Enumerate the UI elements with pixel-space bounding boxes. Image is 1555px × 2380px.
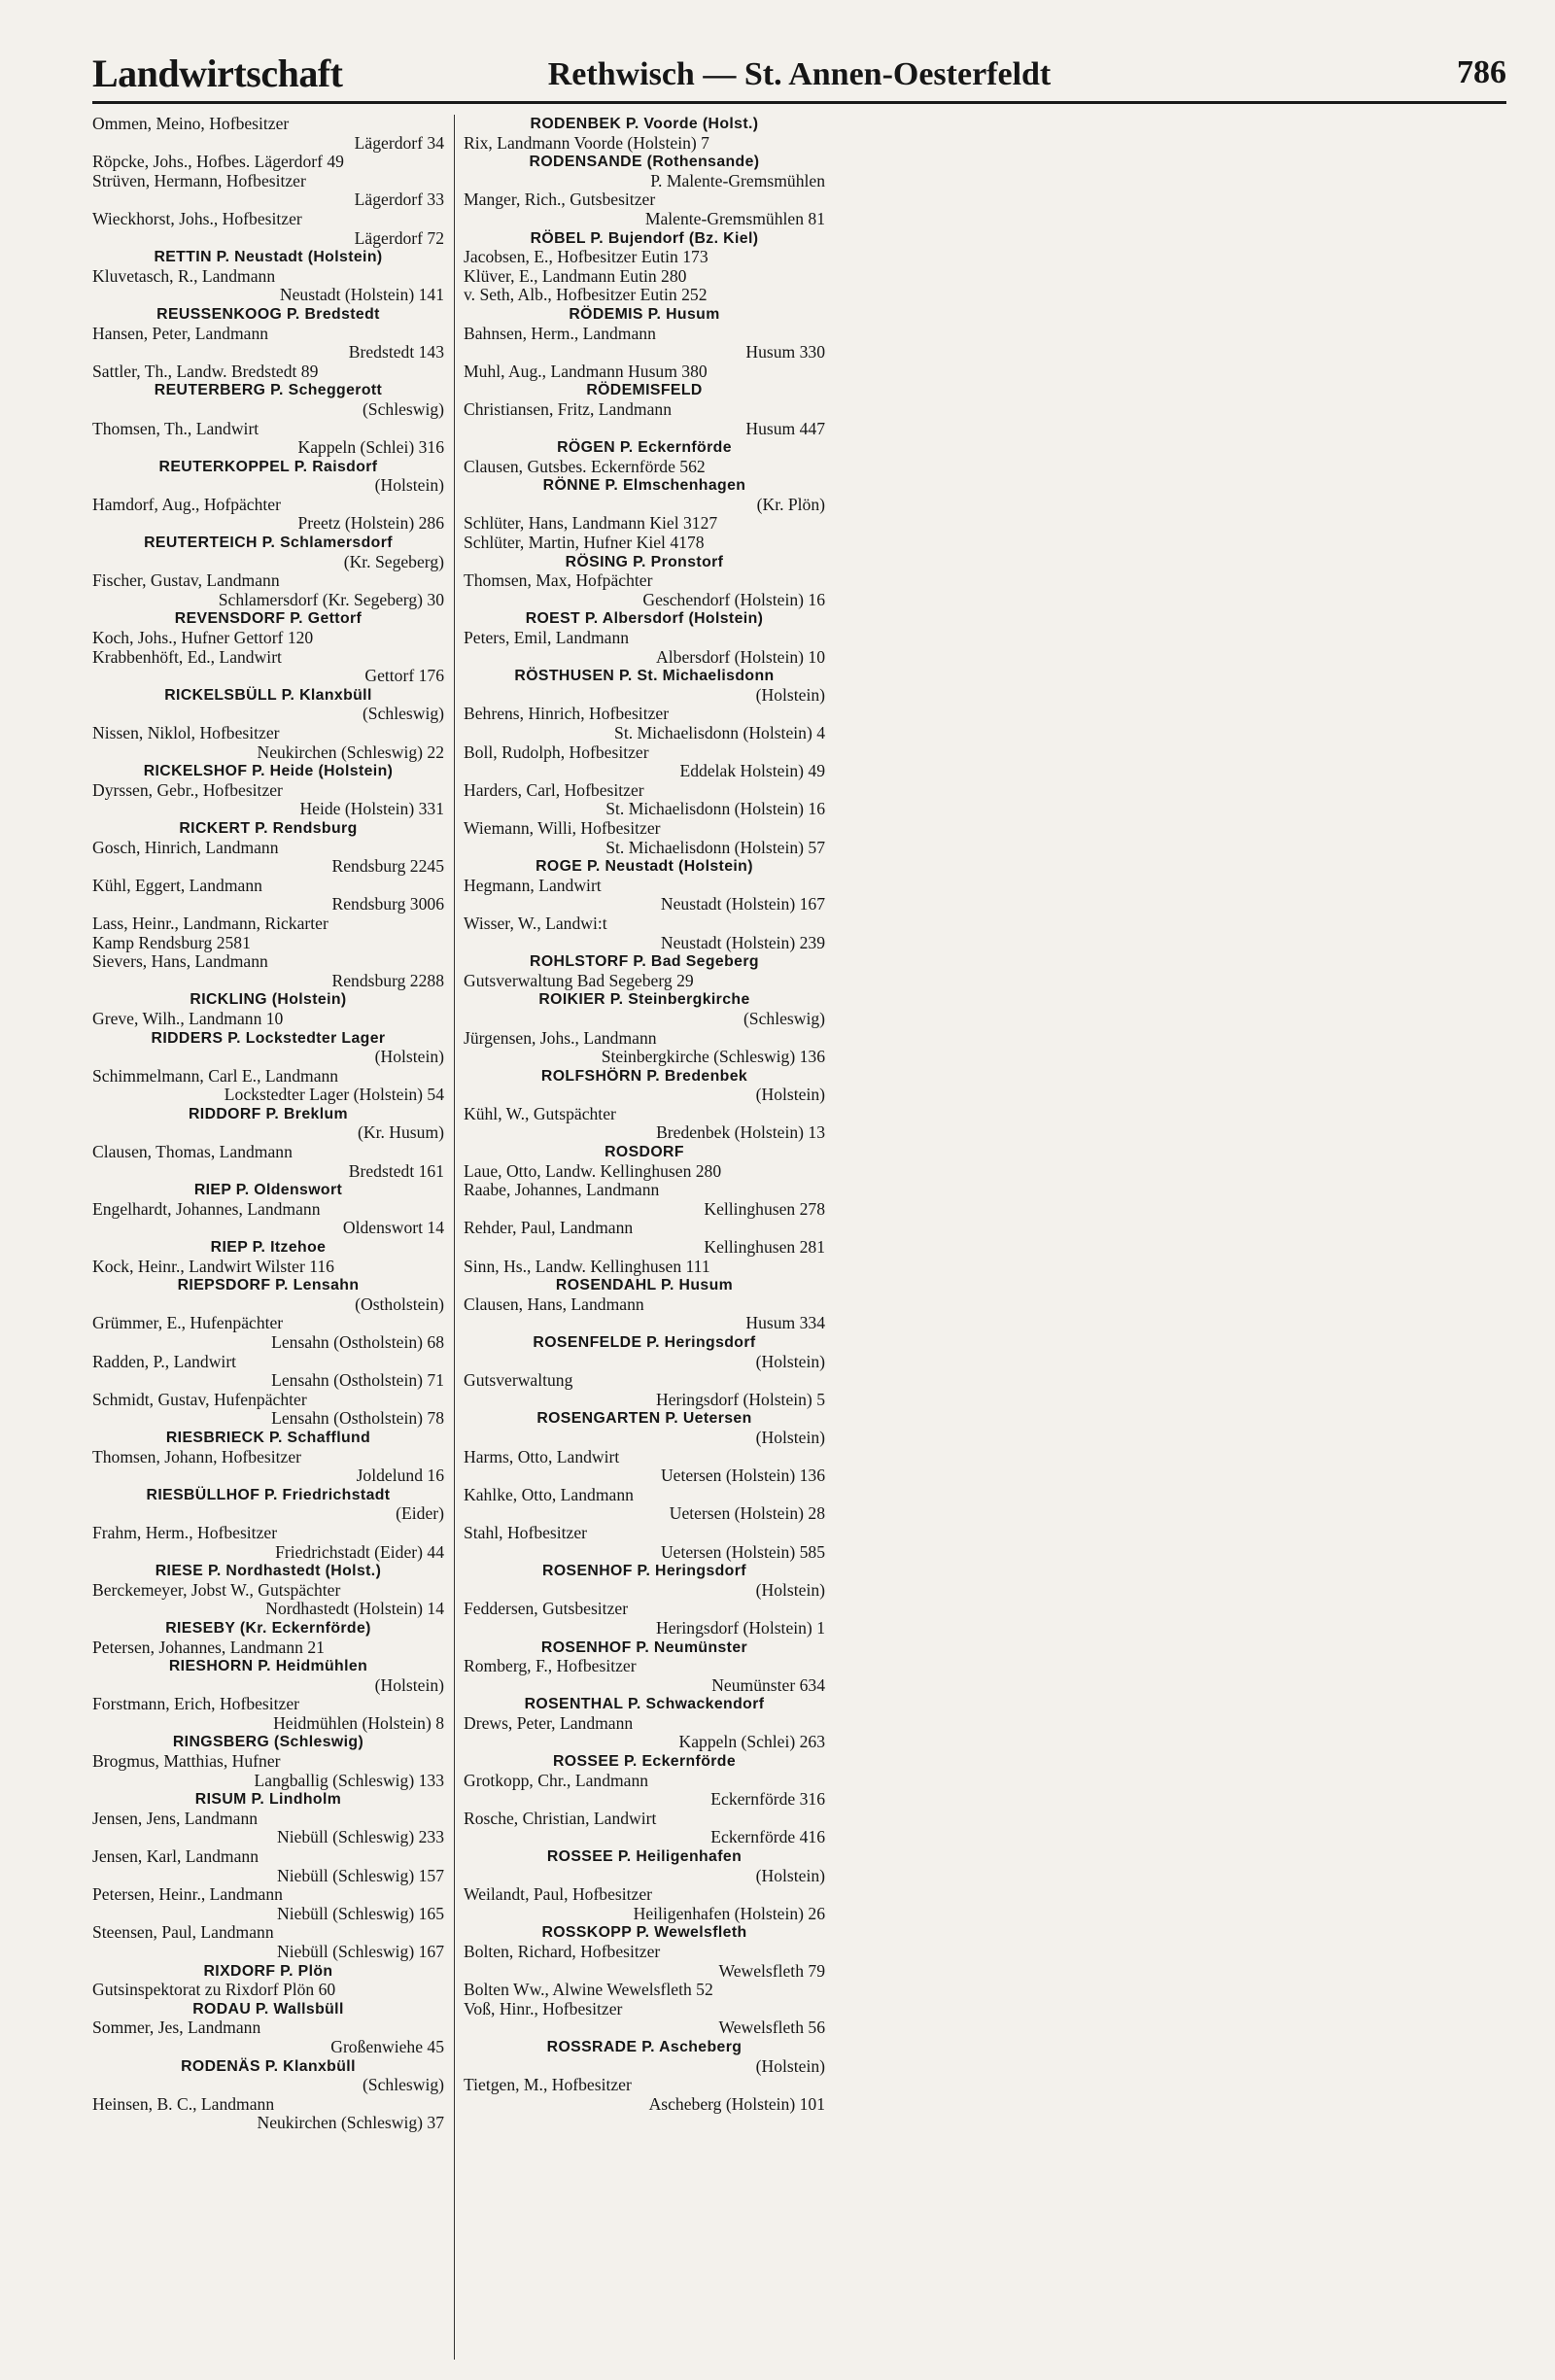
entry-line: (Ostholstein) xyxy=(355,1293,444,1314)
entry-line: Krabbenhöft, Ed., Landwirt xyxy=(92,646,282,667)
locality-heading: REUTERBERG P. Scheggerott xyxy=(154,382,383,399)
entry-line: St. Michaelisdonn (Holstein) 16 xyxy=(605,799,825,819)
entry-line: Röpcke, Johs., Hofbes. Lägerdorf 49 xyxy=(92,152,344,172)
entry-line: Peters, Emil, Landmann xyxy=(464,628,630,648)
entry-line: Heide (Holstein) 331 xyxy=(299,799,444,819)
entry-line: Rix, Landmann Voorde (Holstein) 7 xyxy=(464,132,709,153)
locality-heading: ROEST P. Albersdorf (Holstein) xyxy=(525,610,764,628)
locality-heading: RIEP P. Oldenswort xyxy=(193,1182,343,1199)
entry-line: Malente-Gremsmühlen 81 xyxy=(644,208,825,228)
page-number: 786 xyxy=(1457,54,1506,90)
entry-line: Harders, Carl, Hofbesitzer xyxy=(464,779,644,800)
locality-heading: ROSENFELDE P. Heringsdorf xyxy=(533,1334,756,1351)
locality-heading: REVENSDORF P. Gettorf xyxy=(174,610,363,628)
entry-line: Ascheberg (Holstein) 101 xyxy=(648,2093,825,2114)
locality-heading: ROSSRADE P. Ascheberg xyxy=(546,2038,743,2055)
entry-line: Christiansen, Fritz, Landmann xyxy=(464,398,673,419)
entry-line: Großenwiehe 45 xyxy=(330,2036,444,2056)
entry-line: Kock, Heinr., Landwirt Wilster 116 xyxy=(92,1256,334,1276)
entry-line: Thomsen, Max, Hofpächter xyxy=(464,570,653,591)
entry-line: Bolten, Richard, Hofbesitzer xyxy=(464,1942,661,1961)
entry-line: Nissen, Niklol, Hofbesitzer xyxy=(92,723,280,742)
entry-line: Gettorf 176 xyxy=(364,666,444,686)
locality-heading: RIESE P. Nordhastedt (Holst.) xyxy=(155,1563,382,1580)
locality-heading: ROSSEE P. Heiligenhafen xyxy=(546,1848,743,1866)
locality-heading: ROSSEE P. Eckernförde xyxy=(552,1753,737,1771)
entry-line: Neustadt (Holstein) 167 xyxy=(660,894,825,914)
entry-line: Gutsinspektorat zu Rixdorf Plön 60 xyxy=(92,1980,336,2000)
entry-line: Husum 334 xyxy=(745,1313,825,1333)
entry-line: Laue, Otto, Landw. Kellinghusen 280 xyxy=(464,1160,722,1181)
entry-line: (Holstein) xyxy=(374,475,444,496)
entry-line: Hegmann, Landwirt xyxy=(464,875,602,895)
entry-line: Neustadt (Holstein) 239 xyxy=(660,932,825,952)
locality-heading: ROHLSTORF P. Bad Segeberg xyxy=(530,953,759,971)
entry-line: Petersen, Heinr., Landmann xyxy=(92,1884,283,1905)
entry-line: (Holstein) xyxy=(374,1674,444,1695)
entry-line: St. Michaelisdonn (Holstein) 57 xyxy=(605,837,825,857)
locality-heading: RICKELSHOF P. Heide (Holstein) xyxy=(143,763,394,780)
locality-heading: RÖDEMISFELD xyxy=(586,382,703,399)
entry-line: Steinbergkirche (Schleswig) 136 xyxy=(601,1047,825,1067)
entry-line: Jensen, Karl, Landmann xyxy=(92,1846,259,1867)
locality-heading: RIDDERS P. Lockstedter Lager xyxy=(151,1029,386,1047)
locality-heading: RICKELSBÜLL P. Klanxbüll xyxy=(164,686,372,704)
locality-heading: RÖSING P. Pronstorf xyxy=(565,553,724,570)
locality-heading: REUTERKOPPEL P. Raisdorf xyxy=(158,458,378,475)
locality-heading: RIESBRIECK P. Schafflund xyxy=(165,1429,371,1446)
entry-line: Rehder, Paul, Landmann xyxy=(464,1218,634,1238)
entry-line: Friedrichstadt (Eider) 44 xyxy=(275,1541,444,1562)
entry-line: Niebüll (Schleswig) 233 xyxy=(276,1827,444,1847)
entry-line: Lägerdorf 72 xyxy=(354,227,444,248)
entry-line: Feddersen, Gutsbesitzer xyxy=(464,1599,629,1619)
entry-line: Geschendorf (Holstein) 16 xyxy=(642,589,825,609)
locality-heading: RÖSTHUSEN P. St. Michaelisdonn xyxy=(514,668,775,685)
locality-heading: ROSENTHAL P. Schwackendorf xyxy=(524,1696,765,1713)
entry-line: Muhl, Aug., Landmann Husum 380 xyxy=(464,361,708,381)
column-divider xyxy=(454,115,455,2360)
directory-column-2 xyxy=(464,115,825,2360)
entry-line: Fischer, Gustav, Landmann xyxy=(92,570,280,591)
entry-line: Husum 330 xyxy=(745,342,825,362)
entry-line: Behrens, Hinrich, Hofbesitzer xyxy=(464,704,670,724)
locality-heading: ROSENDAHL P. Husum xyxy=(555,1277,734,1294)
entry-line: Sattler, Th., Landw. Bredstedt 89 xyxy=(92,361,319,381)
entry-line: Romberg, F., Hofbesitzer xyxy=(464,1656,637,1676)
entry-line: Heringsdorf (Holstein) 1 xyxy=(656,1617,825,1638)
locality-heading: RIESEBY (Kr. Eckernförde) xyxy=(165,1619,371,1637)
entry-line: Heringsdorf (Holstein) 5 xyxy=(656,1389,825,1409)
locality-heading: RIESHORN P. Heidmühlen xyxy=(168,1658,368,1675)
locality-heading: RIEPSDORF P. Lensahn xyxy=(177,1277,360,1294)
entry-line: Strüven, Hermann, Hofbesitzer xyxy=(92,170,306,190)
entry-line: Eckernförde 316 xyxy=(710,1789,825,1810)
entry-line: St. Michaelisdonn (Holstein) 4 xyxy=(614,723,825,742)
entry-line: (Eider) xyxy=(396,1503,444,1524)
locality-heading: ROSENHOF P. Heringsdorf xyxy=(542,1563,746,1580)
entry-line: Sievers, Hans, Landmann xyxy=(92,951,268,972)
locality-heading: RICKERT P. Rendsburg xyxy=(179,819,358,837)
entry-line: Husum 447 xyxy=(745,418,825,438)
entry-line: Jacobsen, E., Hofbesitzer Eutin 173 xyxy=(464,247,708,267)
locality-heading: ROLFSHÖRN P. Bredenbek xyxy=(540,1067,748,1085)
entry-line: Ommen, Meino, Hofbesitzer xyxy=(92,115,290,133)
locality-heading: ROSENHOF P. Neumünster xyxy=(540,1638,748,1656)
entry-line: (Schleswig) xyxy=(362,704,444,724)
entry-line: Wiemann, Willi, Hofbesitzer xyxy=(464,817,661,838)
entry-line: Lensahn (Ostholstein) 71 xyxy=(271,1370,444,1391)
entry-line: Thomsen, Th., Landwirt xyxy=(92,418,259,438)
entry-line: Clausen, Gutsbes. Eckernförde 562 xyxy=(464,456,706,476)
entry-line: Hansen, Peter, Landmann xyxy=(92,323,269,343)
entry-line: Klüver, E., Landmann Eutin 280 xyxy=(464,265,687,286)
entry-line: Drews, Peter, Landmann xyxy=(464,1712,634,1733)
locality-heading: RÖNNE P. Elmschenhagen xyxy=(542,477,746,495)
locality-heading: RINGSBERG (Schleswig) xyxy=(172,1734,364,1751)
entry-line: Boll, Rudolph, Hofbesitzer xyxy=(464,742,649,762)
entry-line: Raabe, Johannes, Landmann xyxy=(464,1180,660,1200)
entry-line: Thomsen, Johann, Hofbesitzer xyxy=(92,1446,301,1466)
entry-line: Heinsen, B. C., Landmann xyxy=(92,2093,275,2114)
entry-line: Wewelsfleth 56 xyxy=(718,2018,825,2038)
entry-line: Schmidt, Gustav, Hufenpächter xyxy=(92,1389,307,1409)
entry-line: Bredstedt 161 xyxy=(348,1160,444,1181)
entry-line: Dyrssen, Gebr., Hofbesitzer xyxy=(92,779,283,800)
entry-line: Gutsverwaltung Bad Segeberg 29 xyxy=(464,970,694,990)
entry-line: Schlüter, Hans, Landmann Kiel 3127 xyxy=(464,513,718,534)
entry-line: Uetersen (Holstein) 28 xyxy=(669,1503,825,1524)
locality-heading: ROSENGARTEN P. Uetersen xyxy=(536,1410,752,1428)
entry-line: Kellinghusen 278 xyxy=(704,1198,825,1219)
entry-line: Stahl, Hofbesitzer xyxy=(464,1522,588,1542)
entry-line: Berckemeyer, Jobst W., Gutspächter xyxy=(92,1579,341,1600)
locality-heading: RIESBÜLLHOF P. Friedrichstadt xyxy=(146,1486,391,1503)
entry-line: Sinn, Hs., Landw. Kellinghusen 111 xyxy=(464,1256,710,1276)
locality-heading: RETTIN P. Neustadt (Holstein) xyxy=(154,249,383,266)
entry-line: Neustadt (Holstein) 141 xyxy=(279,285,444,305)
entry-line: v. Seth, Alb., Hofbesitzer Eutin 252 xyxy=(464,285,708,305)
entry-line: Grümmer, E., Hufenpächter xyxy=(92,1313,284,1333)
entry-line: Uetersen (Holstein) 585 xyxy=(660,1541,825,1562)
entry-line: Tietgen, M., Hofbesitzer xyxy=(464,2075,632,2095)
entry-line: Lensahn (Ostholstein) 78 xyxy=(271,1408,444,1429)
entry-line: Uetersen (Holstein) 136 xyxy=(660,1466,825,1486)
locality-heading: RICKLING (Holstein) xyxy=(190,991,347,1009)
entry-line: Clausen, Hans, Landmann xyxy=(464,1293,644,1314)
entry-line: Wewelsfleth 79 xyxy=(718,1960,825,1981)
entry-line: (Holstein) xyxy=(755,1427,825,1447)
entry-line: Oldenswort 14 xyxy=(342,1218,444,1238)
entry-line: Kappeln (Schlei) 263 xyxy=(678,1732,825,1752)
locality-heading: RIEP P. Itzehoe xyxy=(210,1239,327,1257)
locality-heading: ROIKIER P. Steinbergkirche xyxy=(538,991,750,1009)
entry-line: Schlüter, Martin, Hufner Kiel 4178 xyxy=(464,533,705,553)
entry-line: Voß, Hinr., Hofbesitzer xyxy=(464,1998,623,2018)
locality-heading: REUSSENKOOG P. Bredstedt xyxy=(156,305,380,323)
entry-line: Heidmühlen (Holstein) 8 xyxy=(273,1712,444,1733)
page-header xyxy=(92,47,1506,104)
entry-line: Sommer, Jes, Landmann xyxy=(92,2018,261,2038)
entry-line: Langballig (Schleswig) 133 xyxy=(254,1770,444,1790)
entry-line: Heiligenhafen (Holstein) 26 xyxy=(633,1903,825,1923)
entry-line: Bolten Ww., Alwine Wewelsfleth 52 xyxy=(464,1980,713,2000)
entry-line: Engelhardt, Johannes, Landmann xyxy=(92,1198,321,1219)
entry-line: (Kr. Husum) xyxy=(358,1122,444,1143)
entry-line: Nordhastedt (Holstein) 14 xyxy=(265,1599,444,1619)
entry-line: Wieckhorst, Johs., Hofbesitzer xyxy=(92,208,302,228)
locality-heading: RISUM P. Lindholm xyxy=(194,1791,342,1809)
section-title: Landwirtschaft xyxy=(92,52,343,95)
entry-line: (Schleswig) xyxy=(743,1008,825,1028)
locality-heading: RIXDORF P. Plön xyxy=(203,1962,333,1980)
entry-line: Wisser, W., Landwi:t xyxy=(464,913,607,933)
entry-line: (Schleswig) xyxy=(362,398,444,419)
entry-line: (Schleswig) xyxy=(362,2075,444,2095)
locality-heading: RODAU P. Wallsbüll xyxy=(192,2000,344,2018)
entry-line: (Holstein) xyxy=(755,1085,825,1105)
entry-line: Harms, Otto, Landwirt xyxy=(464,1446,620,1466)
entry-line: Gosch, Hinrich, Landmann xyxy=(92,837,279,857)
directory-column-1 xyxy=(92,115,444,2360)
entry-line: (Holstein) xyxy=(374,1047,444,1067)
entry-line: Kahlke, Otto, Landmann xyxy=(464,1484,634,1504)
entry-line: (Kr. Segeberg) xyxy=(343,551,444,571)
entry-line: Steensen, Paul, Landmann xyxy=(92,1922,274,1943)
entry-line: Rendsburg 2288 xyxy=(331,970,444,990)
entry-line: P. Malente-Gremsmühlen xyxy=(650,170,825,190)
entry-line: Kühl, W., Gutspächter xyxy=(464,1103,616,1123)
entry-line: Rosche, Christian, Landwirt xyxy=(464,1808,657,1828)
entry-line: Bredstedt 143 xyxy=(348,342,444,362)
entry-line: Albersdorf (Holstein) 10 xyxy=(656,646,825,667)
entry-line: Petersen, Johannes, Landmann 21 xyxy=(92,1637,325,1657)
entry-line: Neumünster 634 xyxy=(711,1674,825,1695)
entry-line: Neukirchen (Schleswig) 37 xyxy=(257,2113,444,2133)
entry-line: Frahm, Herm., Hofbesitzer xyxy=(92,1522,278,1542)
locality-heading: ROGE P. Neustadt (Holstein) xyxy=(536,858,753,876)
entry-line: Jürgensen, Johs., Landmann xyxy=(464,1027,657,1048)
entry-line: Lensahn (Ostholstein) 68 xyxy=(271,1332,444,1352)
entry-line: Rendsburg 3006 xyxy=(331,894,444,914)
entry-line: (Holstein) xyxy=(755,684,825,705)
entry-line: Bahnsen, Herm., Landmann xyxy=(464,323,656,343)
entry-line: Niebüll (Schleswig) 167 xyxy=(276,1942,444,1961)
entry-line: Greve, Wilh., Landmann 10 xyxy=(92,1008,284,1028)
locality-heading: RIDDORF P. Breklum xyxy=(188,1105,349,1122)
entry-line: Lass, Heinr., Landmann, Rickarter xyxy=(92,913,328,933)
entry-line: Jensen, Jens, Landmann xyxy=(92,1808,259,1828)
locality-heading: RODENBEK P. Voorde (Holst.) xyxy=(530,116,759,132)
locality-heading: REUTERTEICH P. Schlamersdorf xyxy=(144,535,393,552)
locality-heading: RODENSANDE (Rothensande) xyxy=(529,154,760,171)
locality-heading: RÖGEN P. Eckernförde xyxy=(557,439,732,457)
entry-line: Hamdorf, Aug., Hofpächter xyxy=(92,494,281,514)
entry-line: (Holstein) xyxy=(755,1579,825,1600)
entry-line: Schlamersdorf (Kr. Segeberg) 30 xyxy=(218,589,444,609)
entry-line: Neukirchen (Schleswig) 22 xyxy=(257,742,444,762)
entry-line: (Kr. Plön) xyxy=(756,494,825,514)
entry-line: Joldelund 16 xyxy=(356,1466,444,1486)
locality-heading: RÖDEMIS P. Husum xyxy=(569,305,720,323)
entry-line: Brogmus, Matthias, Hufner xyxy=(92,1751,281,1772)
entry-line: Rendsburg 2245 xyxy=(331,856,444,877)
entry-line: Kellinghusen 281 xyxy=(704,1237,825,1258)
entry-line: Grotkopp, Chr., Landmann xyxy=(464,1770,649,1790)
entry-line: Schimmelmann, Carl E., Landmann xyxy=(92,1065,339,1086)
entry-line: Lockstedter Lager (Holstein) 54 xyxy=(224,1085,444,1105)
entry-line: Kappeln (Schlei) 316 xyxy=(297,437,444,458)
entry-line: Weilandt, Paul, Hofbesitzer xyxy=(464,1884,653,1905)
locality-heading: ROSSKOPP P. Wewelsfleth xyxy=(541,1924,747,1942)
entry-line: Kühl, Eggert, Landmann xyxy=(92,875,262,895)
entry-line: Eddelak Holstein) 49 xyxy=(679,761,825,781)
entry-line: Gutsverwaltung xyxy=(464,1370,573,1391)
running-head: Rethwisch — St. Annen-Oesterfeldt xyxy=(547,56,1052,92)
entry-line: (Holstein) xyxy=(755,1351,825,1371)
entry-line: Niebüll (Schleswig) 157 xyxy=(276,1865,444,1885)
entry-line: Preetz (Holstein) 286 xyxy=(297,513,444,534)
entry-line: Clausen, Thomas, Landmann xyxy=(92,1142,293,1162)
entry-line: Forstmann, Erich, Hofbesitzer xyxy=(92,1694,300,1714)
entry-line: Koch, Johs., Hufner Gettorf 120 xyxy=(92,628,314,648)
locality-heading: ROSDORF xyxy=(605,1144,684,1161)
locality-heading: RÖBEL P. Bujendorf (Bz. Kiel) xyxy=(530,229,759,247)
entry-line: Niebüll (Schleswig) 165 xyxy=(276,1903,444,1923)
entry-line: (Holstein) xyxy=(755,2055,825,2076)
entry-line: (Holstein) xyxy=(755,1865,825,1885)
entry-line: Kamp Rendsburg 2581 xyxy=(92,932,251,952)
entry-line: Radden, P., Landwirt xyxy=(92,1351,237,1371)
entry-line: Lägerdorf 33 xyxy=(354,190,444,210)
entry-line: Lägerdorf 34 xyxy=(354,132,444,153)
entry-line: Manger, Rich., Gutsbesitzer xyxy=(464,190,656,210)
entry-line: Eckernförde 416 xyxy=(710,1827,825,1847)
locality-heading: RODENÄS P. Klanxbüll xyxy=(181,2057,356,2075)
entry-line: Kluvetasch, R., Landmann xyxy=(92,265,276,286)
entry-line: Bredenbek (Holstein) 13 xyxy=(656,1122,825,1143)
